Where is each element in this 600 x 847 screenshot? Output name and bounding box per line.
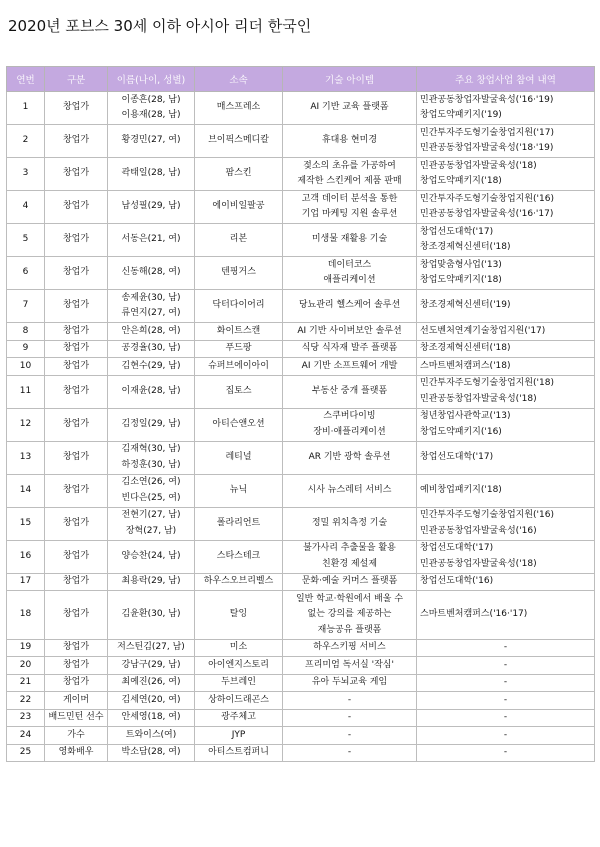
category-cell: 창업가 (45, 408, 108, 441)
program-cell (417, 257, 595, 290)
row-number-cell: 15 (7, 507, 45, 540)
column-header-programs: 주요 창업사업 참여 내역 (417, 67, 595, 92)
row-number-cell: 5 (7, 224, 45, 257)
person-name: 이용재(28, 남) (121, 110, 181, 120)
organization-cell: 광주체고 (195, 709, 283, 727)
organization-cell: 텐핑거스 (195, 257, 283, 290)
table-row (7, 540, 595, 573)
program-cell (417, 657, 595, 675)
tech-item-line: 하우스키핑 서비스 (313, 642, 386, 652)
program-cell (417, 224, 595, 257)
organization-cell: 뉴닉 (195, 474, 283, 507)
program-cell (417, 744, 595, 762)
table-row (7, 224, 595, 257)
table-row (7, 375, 595, 408)
tech-item-line: 재능공유 플랫폼 (317, 624, 382, 635)
name-cell (108, 674, 195, 692)
program-line: 창업도약패키지('16) (420, 426, 502, 437)
row-number-cell: 8 (7, 323, 45, 341)
program-line: 민관공동창업자발굴육성('18·'19) (420, 143, 554, 153)
tech-item-cell (283, 573, 417, 591)
person-name: 강남구(29, 남) (121, 659, 181, 670)
name-cell (108, 709, 195, 727)
table-row (7, 92, 595, 125)
program-line: 창조경제혁신센터('18) (420, 242, 511, 252)
program-line: 창업도약패키지('18) (420, 176, 502, 186)
name-cell (108, 92, 195, 125)
name-cell (108, 375, 195, 408)
name-cell (108, 744, 195, 762)
tech-item-line: 고객 데이터 분석을 통한 (301, 193, 398, 204)
row-number-cell: 17 (7, 573, 45, 591)
tech-item-line: 친환경 제설제 (321, 558, 378, 569)
organization-cell: 리본 (195, 224, 283, 257)
program-cell (417, 408, 595, 441)
table-row (7, 323, 595, 341)
tech-item-line: 제작한 스킨케어 제품 판매 (297, 176, 402, 186)
tech-item-cell (283, 744, 417, 762)
program-line: 창업맞춤형사업('13) (420, 259, 502, 270)
program-line: 민관공동창업자발굴육성('18) (420, 558, 537, 569)
row-number-cell: 1 (7, 92, 45, 125)
tech-item-cell (283, 375, 417, 408)
tech-item-cell (283, 290, 417, 323)
program-line: 창업선도대학('17) (420, 451, 494, 462)
column-header-tech: 기술 아이템 (283, 67, 417, 92)
category-cell: 창업가 (45, 224, 108, 257)
person-name: 남성필(29, 남) (121, 201, 181, 212)
column-header-org: 소속 (195, 67, 283, 92)
table-row (7, 441, 595, 474)
row-number-cell: 19 (7, 639, 45, 657)
name-cell (108, 408, 195, 441)
person-name: 빈다은(25, 여) (121, 492, 181, 503)
category-cell: 창업가 (45, 323, 108, 341)
name-cell (108, 507, 195, 540)
row-number-cell: 21 (7, 674, 45, 692)
tech-item-cell (283, 474, 417, 507)
table-row (7, 408, 595, 441)
person-name: 김세연(20, 여) (121, 694, 181, 705)
name-cell (108, 441, 195, 474)
person-name: 김재혁(30, 남) (121, 444, 181, 454)
name-cell (108, 191, 195, 224)
tech-item-line: 부동산 중개 플랫폼 (311, 385, 388, 396)
tech-item-cell (283, 674, 417, 692)
tech-item-line: 당뇨관리 헬스케어 솔루션 (298, 300, 401, 311)
organization-cell: 화이트스캔 (195, 323, 283, 341)
tech-item-line: - (347, 694, 352, 705)
table-row (7, 358, 595, 376)
person-name: 최용락(29, 남) (121, 576, 181, 586)
tech-item-line: 데이터코스 (327, 259, 372, 270)
table-row (7, 639, 595, 657)
organization-cell: 탈잉 (195, 591, 283, 640)
table-row (7, 591, 595, 640)
tech-item-cell (283, 709, 417, 727)
program-line: 민간투자주도형기술창업지원('16) (420, 510, 554, 520)
tech-item-line: 젖소의 초유를 가공하여 (303, 160, 396, 171)
person-name: 이재윤(28, 남) (121, 385, 181, 396)
category-cell: 창업가 (45, 441, 108, 474)
tech-item-line: 애플리케이션 (323, 275, 376, 285)
program-cell (417, 727, 595, 745)
tech-item-cell (283, 657, 417, 675)
program-line: 스마트벤처캠퍼스('16·'17) (420, 609, 528, 619)
program-cell (417, 158, 595, 191)
program-line: 민간투자주도형기술창업지원('17) (420, 127, 554, 138)
table-row (7, 727, 595, 745)
table-row (7, 507, 595, 540)
row-number-cell: 24 (7, 727, 45, 745)
tech-item-cell (283, 158, 417, 191)
person-name: 김정일(29, 남) (121, 418, 181, 429)
row-number-cell: 3 (7, 158, 45, 191)
program-cell (417, 639, 595, 657)
tech-item-cell (283, 92, 417, 125)
name-cell (108, 474, 195, 507)
tech-item-line: - (347, 747, 352, 757)
row-number-cell: 22 (7, 692, 45, 710)
name-cell (108, 540, 195, 573)
tech-item-cell (283, 224, 417, 257)
program-line: 민관공동창업자발굴육성('16·'19) (420, 94, 554, 105)
name-cell (108, 224, 195, 257)
person-name: 류연지(27, 여) (121, 308, 181, 318)
tech-item-cell (283, 125, 417, 158)
name-cell (108, 591, 195, 640)
row-number-cell: 11 (7, 375, 45, 408)
person-name: 이종흔(28, 남) (121, 94, 181, 105)
program-line: - (503, 694, 508, 705)
name-cell (108, 257, 195, 290)
program-line: 창조경제혁신센터('18) (420, 343, 511, 353)
table-row (7, 191, 595, 224)
program-cell (417, 474, 595, 507)
program-line: 창업선도대학('16) (420, 576, 494, 586)
category-cell: 창업가 (45, 639, 108, 657)
organization-cell: 미소 (195, 639, 283, 657)
tech-item-cell (283, 507, 417, 540)
table-row (7, 158, 595, 191)
program-line: 청년창업사관학교('13) (420, 411, 511, 421)
row-number-cell: 13 (7, 441, 45, 474)
column-header-no: 연번 (7, 67, 45, 92)
program-cell (417, 709, 595, 727)
tech-item-line: AI 기반 소프트웨어 개발 (301, 360, 398, 371)
name-cell (108, 340, 195, 358)
category-cell: 창업가 (45, 358, 108, 376)
person-name: 신동해(28, 여) (121, 267, 181, 278)
tech-item-line: 불가사리 추출물을 활용 (303, 543, 396, 553)
organization-cell: 스타스테크 (195, 540, 283, 573)
person-name: 저스틴김(27, 남) (117, 642, 185, 652)
row-number-cell: 10 (7, 358, 45, 376)
category-cell: 창업가 (45, 657, 108, 675)
tech-item-cell (283, 340, 417, 358)
category-cell: 창업가 (45, 290, 108, 323)
table-header-row (7, 67, 595, 92)
person-name: 양승찬(24, 남) (121, 550, 181, 561)
row-number-cell: 12 (7, 408, 45, 441)
program-line: - (503, 642, 508, 652)
organization-cell: 레티널 (195, 441, 283, 474)
program-line: 창업선도대학('17) (420, 226, 494, 237)
program-cell (417, 92, 595, 125)
table-row (7, 674, 595, 692)
row-number-cell: 23 (7, 709, 45, 727)
tech-item-line: 없는 강의를 제공하는 (307, 609, 392, 619)
category-cell: 게이머 (45, 692, 108, 710)
program-line: - (503, 712, 508, 722)
category-cell: 창업가 (45, 340, 108, 358)
organization-cell: 푸드팡 (195, 340, 283, 358)
row-number-cell: 9 (7, 340, 45, 358)
leaders-table (6, 66, 595, 762)
tech-item-line: 장비·애플리케이션 (313, 426, 386, 437)
category-cell: 창업가 (45, 674, 108, 692)
column-header-type: 구분 (45, 67, 108, 92)
name-cell (108, 639, 195, 657)
category-cell: 창업가 (45, 573, 108, 591)
tech-item-line: 프리미엄 독서실 '작심' (305, 659, 394, 670)
row-number-cell: 16 (7, 540, 45, 573)
table-row (7, 692, 595, 710)
program-line: 민간투자주도형기술창업지원('18) (420, 378, 554, 388)
program-line: - (503, 747, 508, 757)
program-line: 예비창업패키지('18) (420, 484, 502, 495)
organization-cell: 팜스킨 (195, 158, 283, 191)
program-cell (417, 191, 595, 224)
name-cell (108, 323, 195, 341)
organization-cell: 두브레인 (195, 674, 283, 692)
page-title: 2020년 포브스 30세 이하 아시아 리더 한국인 (8, 17, 312, 35)
tech-item-line: 미생물 재활용 기술 (311, 234, 388, 245)
person-name: 트와이스(여) (125, 729, 177, 740)
column-header-name: 이름(나이, 성별) (108, 67, 195, 92)
program-line: 민관공동창업자발굴육성('16) (420, 525, 537, 536)
organization-cell: 슈퍼브에이아이 (195, 358, 283, 376)
program-cell (417, 573, 595, 591)
organization-cell: 아티스트컴퍼니 (195, 744, 283, 762)
person-name: 황경민(27, 여) (121, 135, 181, 146)
row-number-cell: 14 (7, 474, 45, 507)
category-cell: 창업가 (45, 507, 108, 540)
row-number-cell: 7 (7, 290, 45, 323)
tech-item-cell (283, 540, 417, 573)
program-cell (417, 358, 595, 376)
category-cell: 영화배우 (45, 744, 108, 762)
program-line: - (503, 729, 508, 740)
person-name: 김윤환(30, 남) (121, 609, 181, 619)
row-number-cell: 6 (7, 257, 45, 290)
program-cell (417, 540, 595, 573)
row-number-cell: 20 (7, 657, 45, 675)
category-cell: 창업가 (45, 375, 108, 408)
category-cell: 창업가 (45, 125, 108, 158)
program-cell (417, 441, 595, 474)
tech-item-line: - (347, 729, 352, 740)
tech-item-line: 정밀 위치측정 기술 (311, 517, 388, 528)
person-name: 곽태일(28, 남) (121, 168, 181, 179)
category-cell: 창업가 (45, 191, 108, 224)
row-number-cell: 25 (7, 744, 45, 762)
person-name: 하정훈(30, 남) (121, 459, 181, 470)
tech-item-line: 식당 식자재 발주 플랫폼 (301, 343, 398, 353)
name-cell (108, 657, 195, 675)
organization-cell: 아이엔지스토리 (195, 657, 283, 675)
tech-item-cell (283, 591, 417, 640)
program-cell (417, 340, 595, 358)
tech-item-cell (283, 257, 417, 290)
name-cell (108, 573, 195, 591)
person-name: 김현수(29, 남) (121, 360, 181, 371)
name-cell (108, 692, 195, 710)
person-name: 송제윤(30, 남) (121, 292, 181, 303)
tech-item-cell (283, 191, 417, 224)
table-row (7, 657, 595, 675)
tech-item-cell (283, 639, 417, 657)
program-line: 민관공동창업자발굴육성('18) (420, 160, 537, 171)
program-cell (417, 507, 595, 540)
name-cell (108, 358, 195, 376)
organization-cell: 폴라리언트 (195, 507, 283, 540)
tech-item-cell (283, 358, 417, 376)
program-line: - (503, 677, 508, 687)
program-line: 창업도약패키지('18) (420, 275, 502, 285)
category-cell: 창업가 (45, 591, 108, 640)
person-name: 안세영(18, 여) (121, 712, 181, 722)
name-cell (108, 158, 195, 191)
person-name: 김소연(26, 여) (121, 477, 181, 487)
table-row (7, 744, 595, 762)
category-cell: 창업가 (45, 92, 108, 125)
program-line: 민관공동창업자발굴육성('16·'17) (420, 209, 554, 219)
organization-cell: 집토스 (195, 375, 283, 408)
person-name: 최예진(26, 여) (121, 677, 181, 687)
organization-cell: JYP (195, 727, 283, 745)
organization-cell: 에이비일팔공 (195, 191, 283, 224)
person-name: 박소담(28, 여) (121, 747, 181, 757)
person-name: 공경율(30, 남) (121, 343, 181, 353)
table-row (7, 290, 595, 323)
person-name: 서동은(21, 여) (121, 234, 181, 245)
program-cell (417, 323, 595, 341)
program-line: 창업선도대학('17) (420, 543, 494, 553)
person-name: 전현기(27, 남) (121, 510, 181, 520)
organization-cell: 매스프레소 (195, 92, 283, 125)
organization-cell: 닥터다이어리 (195, 290, 283, 323)
table-row (7, 474, 595, 507)
row-number-cell: 18 (7, 591, 45, 640)
tech-item-line: 휴대용 현미경 (321, 135, 378, 146)
table-row (7, 257, 595, 290)
person-name: 장혁(27, 남) (125, 525, 177, 536)
program-line: 민간투자주도형기술창업지원('16) (420, 193, 554, 204)
organization-cell: 상하이드래곤스 (195, 692, 283, 710)
program-line: 스마트벤처캠퍼스('18) (420, 360, 511, 371)
tech-item-line: 일반 학교·학원에서 배울 수 (295, 593, 404, 604)
tech-item-line: 스쿠버다이빙 (323, 411, 376, 421)
row-number-cell: 4 (7, 191, 45, 224)
program-line: 선도벤처연계기술창업지원('17) (420, 325, 546, 336)
program-line: - (503, 659, 508, 670)
table-body (7, 92, 595, 762)
table-row (7, 125, 595, 158)
row-number-cell: 2 (7, 125, 45, 158)
person-name: 안은희(28, 여) (121, 325, 181, 336)
tech-item-line: - (347, 712, 352, 722)
tech-item-cell (283, 408, 417, 441)
program-cell (417, 692, 595, 710)
tech-item-cell (283, 323, 417, 341)
name-cell (108, 290, 195, 323)
category-cell: 창업가 (45, 257, 108, 290)
name-cell (108, 125, 195, 158)
category-cell: 배드민턴 선수 (45, 709, 108, 727)
organization-cell: 아티슨앤오션 (195, 408, 283, 441)
tech-item-line: AR 기반 광학 솔루션 (308, 451, 391, 462)
tech-item-line: 문화·예술 커머스 플랫폼 (301, 576, 398, 586)
table-row (7, 340, 595, 358)
program-cell (417, 125, 595, 158)
tech-item-line: AI 기반 교육 플랫폼 (310, 102, 389, 113)
tech-item-line: AI 기반 사이버보안 솔루션 (297, 325, 402, 336)
category-cell: 창업가 (45, 474, 108, 507)
tech-item-cell (283, 441, 417, 474)
program-line: 창업도약패키지('19) (420, 110, 502, 120)
tech-item-line: 유아 두뇌교육 게임 (311, 677, 388, 687)
program-cell (417, 591, 595, 640)
name-cell (108, 727, 195, 745)
organization-cell: 하우스오브리벨스 (195, 573, 283, 591)
table-row (7, 573, 595, 591)
program-cell (417, 290, 595, 323)
category-cell: 창업가 (45, 158, 108, 191)
program-line: 민관공동창업자발굴육성('18) (420, 393, 537, 404)
tech-item-line: 기업 마케팅 지원 솔루션 (301, 209, 398, 219)
program-cell (417, 674, 595, 692)
table-row (7, 709, 595, 727)
organization-cell: 브이픽스메디칼 (195, 125, 283, 158)
program-cell (417, 375, 595, 408)
category-cell: 가수 (45, 727, 108, 745)
tech-item-cell (283, 727, 417, 745)
tech-item-cell (283, 692, 417, 710)
program-line: 창조경제혁신센터('19) (420, 300, 511, 311)
tech-item-line: 시사 뉴스레터 서비스 (307, 484, 392, 495)
category-cell: 창업가 (45, 540, 108, 573)
